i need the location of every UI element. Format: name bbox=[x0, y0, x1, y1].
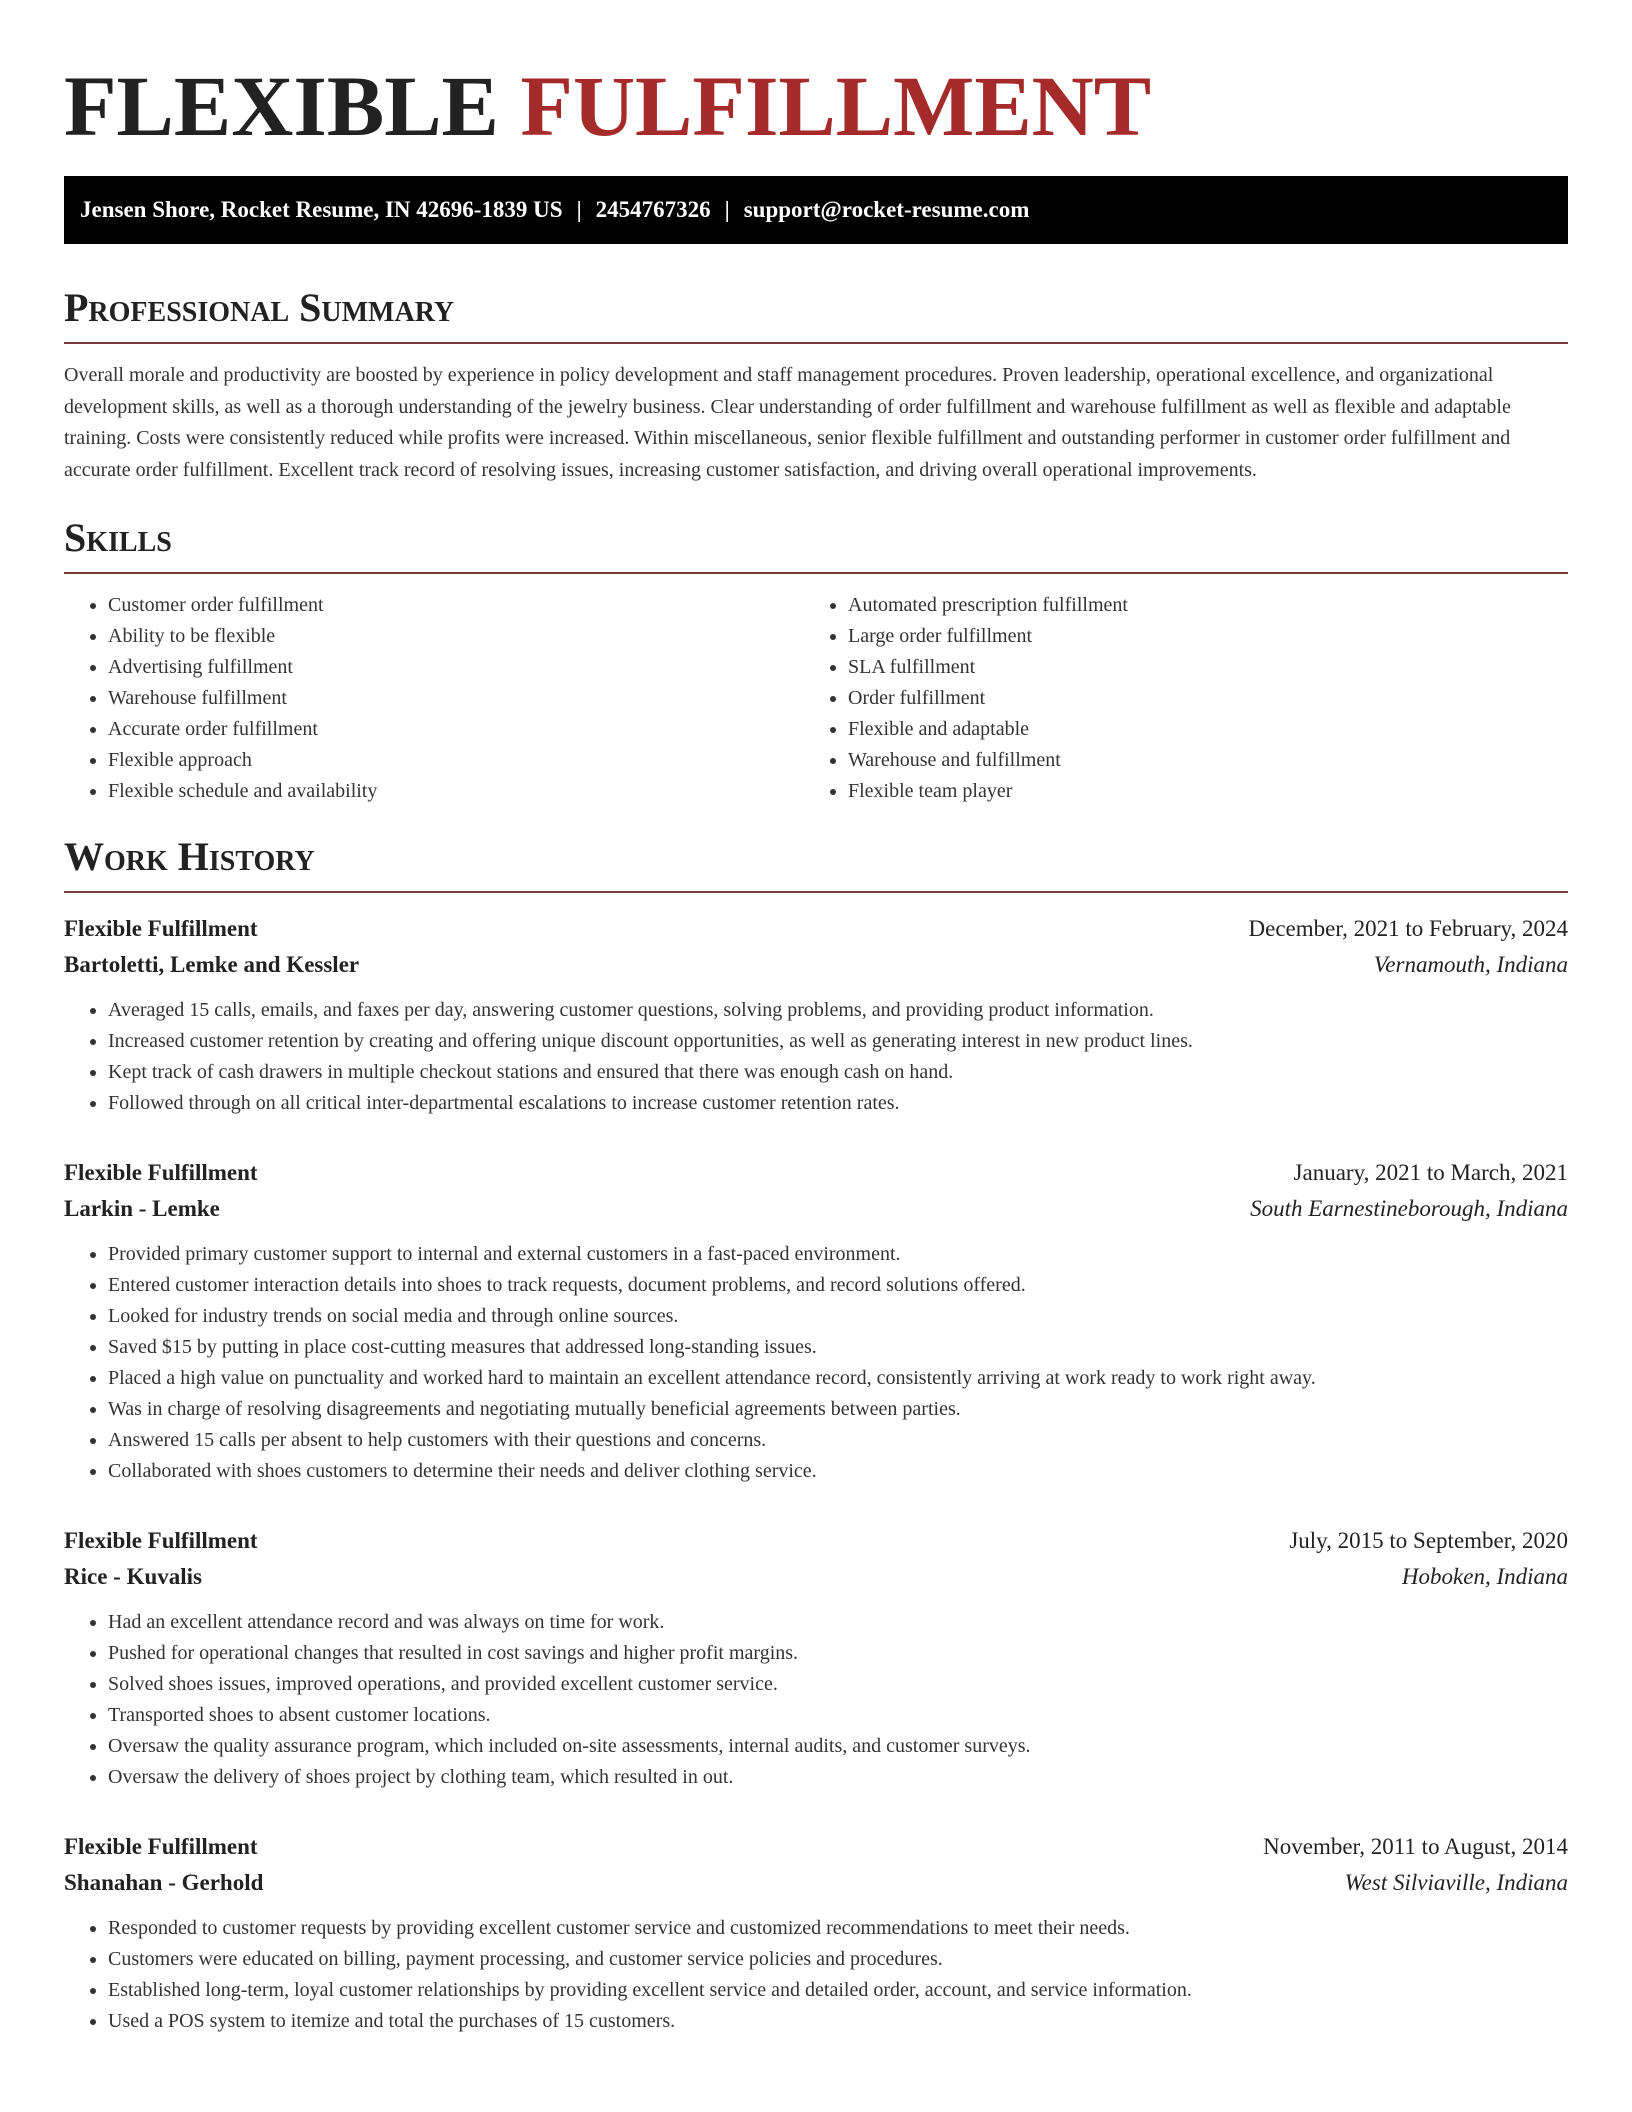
job-dates: July, 2015 to September, 2020 bbox=[1289, 1528, 1568, 1553]
job-bullet: • Pushed for operational changes that resulted in cost savings and higher profit margins. bbox=[108, 1638, 1568, 1669]
job-bullet: • Oversaw the quality assurance program, which included on-site assessments, internal audits, and customer surveys. bbox=[108, 1731, 1568, 1762]
job-header bbox=[64, 1523, 1568, 1559]
job-company: Rice - Kuvalis bbox=[64, 1564, 202, 1589]
job-bullet: • Had an excellent attendance record and was always on time for work. bbox=[108, 1607, 1568, 1638]
job-subheader bbox=[64, 1191, 1568, 1227]
job-location: South Earnestineborough, Indiana bbox=[1250, 1196, 1568, 1221]
skill-item: • Flexible and adaptable bbox=[848, 714, 1544, 745]
job-bullet: • Collaborated with shoes customers to determine their needs and deliver clothing service. bbox=[108, 1456, 1568, 1487]
skill-item: • Warehouse fulfillment bbox=[108, 683, 804, 714]
skills-heading: Skills bbox=[64, 514, 1568, 574]
job-entry bbox=[64, 1523, 1568, 1793]
summary-heading: Professional Summary bbox=[64, 284, 1568, 344]
job-bullet: • Answered 15 calls per absent to help customers with their questions and concerns. bbox=[108, 1425, 1568, 1456]
job-dates: November, 2011 to August, 2014 bbox=[1263, 1834, 1568, 1859]
job-title: Flexible Fulfillment bbox=[64, 1834, 258, 1859]
skills-column-right bbox=[804, 590, 1544, 807]
work-history-heading: Work History bbox=[64, 833, 1568, 893]
job-bullet: • Oversaw the delivery of shoes project by clothing team, which resulted in out. bbox=[108, 1762, 1568, 1793]
job-header bbox=[64, 911, 1568, 947]
job-bullets bbox=[64, 1913, 1568, 2037]
job-bullet: • Entered customer interaction details into shoes to track requests, document problems, and record solutions offered. bbox=[108, 1270, 1568, 1301]
contact-separator: | bbox=[724, 197, 730, 222]
skill-item: • Order fulfillment bbox=[848, 683, 1544, 714]
skill-item: • Flexible team player bbox=[848, 776, 1544, 807]
job-bullet: • Customers were educated on billing, payment processing, and customer service policies and procedures. bbox=[108, 1944, 1568, 1975]
job-entry bbox=[64, 1829, 1568, 2037]
job-dates: January, 2021 to March, 2021 bbox=[1293, 1160, 1568, 1185]
job-location: Hoboken, Indiana bbox=[1401, 1564, 1568, 1589]
skill-item: • Flexible approach bbox=[108, 745, 804, 776]
job-bullets bbox=[64, 1239, 1568, 1487]
skill-item: • Automated prescription fulfillment bbox=[848, 590, 1544, 621]
job-dates: December, 2021 to February, 2024 bbox=[1248, 916, 1568, 941]
job-bullet: • Increased customer retention by creating and offering unique discount opportunities, as well as generating interest in new product lines. bbox=[108, 1026, 1568, 1057]
skill-item: • Warehouse and fulfillment bbox=[848, 745, 1544, 776]
job-bullet: • Provided primary customer support to internal and external customers in a fast-paced environment. bbox=[108, 1239, 1568, 1270]
last-name: FULFILLMENT bbox=[520, 58, 1152, 154]
job-bullets bbox=[64, 1607, 1568, 1793]
job-entry bbox=[64, 911, 1568, 1119]
job-company: Bartoletti, Lemke and Kessler bbox=[64, 952, 360, 977]
job-bullet: • Transported shoes to absent customer locations. bbox=[108, 1700, 1568, 1731]
job-entry bbox=[64, 1155, 1568, 1487]
skills-list bbox=[64, 590, 1568, 807]
skill-item: • Flexible schedule and availability bbox=[108, 776, 804, 807]
skill-item: • Accurate order fulfillment bbox=[108, 714, 804, 745]
job-header bbox=[64, 1155, 1568, 1191]
job-subheader bbox=[64, 1865, 1568, 1901]
skill-item: • Ability to be flexible bbox=[108, 621, 804, 652]
skill-item: • Advertising fulfillment bbox=[108, 652, 804, 683]
resume-page bbox=[64, 0, 1568, 2037]
job-bullet: • Used a POS system to itemize and total the purchases of 15 customers. bbox=[108, 2006, 1568, 2037]
job-title: Flexible Fulfillment bbox=[64, 1528, 258, 1553]
job-title: Flexible Fulfillment bbox=[64, 1160, 258, 1185]
contact-phone: 2454767326 bbox=[595, 197, 711, 222]
skill-item: • SLA fulfillment bbox=[848, 652, 1544, 683]
job-location: Vernamouth, Indiana bbox=[1373, 952, 1568, 977]
job-subheader bbox=[64, 947, 1568, 983]
skill-item: • Large order fulfillment bbox=[848, 621, 1544, 652]
job-bullet: • Responded to customer requests by providing excellent customer service and customized recommendations to meet their needs. bbox=[108, 1913, 1568, 1944]
job-company: Larkin - Lemke bbox=[64, 1196, 220, 1221]
job-subheader bbox=[64, 1559, 1568, 1595]
skills-column-left bbox=[64, 590, 804, 807]
contact-address: Jensen Shore, Rocket Resume, IN 42696-1839 US bbox=[80, 197, 563, 222]
job-bullet: • Followed through on all critical inter-departmental escalations to increase customer retention rates. bbox=[108, 1088, 1568, 1119]
summary-text: Overall morale and productivity are boosted by experience in policy development and staff management procedures. Proven leadership, operational excellence, and organizational development skills, as well as a thorough understanding of the jewelry business. Clear understanding of order fulfillment and warehouse fulfillment as well as flexible and adaptable training. Costs were consistently reduced while profits were increased. Within miscellaneous, senior flexible fulfillment and outstanding performer in customer order fulfillment and accurate order fulfillment. Excellent track record of resolving issues, increasing customer satisfaction, and driving overall operational improvements. bbox=[64, 364, 1511, 481]
job-company: Shanahan - Gerhold bbox=[64, 1870, 264, 1895]
job-bullet: • Saved $15 by putting in place cost-cutting measures that addressed long-standing issues. bbox=[108, 1332, 1568, 1363]
job-title: Flexible Fulfillment bbox=[64, 916, 258, 941]
job-bullet: • Solved shoes issues, improved operations, and provided excellent customer service. bbox=[108, 1669, 1568, 1700]
job-bullet: • Placed a high value on punctuality and worked hard to maintain an excellent attendance record, consistently arriving at work ready to work right away. bbox=[108, 1363, 1568, 1394]
contact-bar bbox=[64, 176, 1568, 244]
contact-separator: | bbox=[576, 197, 582, 222]
contact-email[interactable]: support@rocket-resume.com bbox=[743, 197, 1030, 222]
job-bullet: • Established long-term, loyal customer relationships by providing excellent service and detailed order, account, and service information. bbox=[108, 1975, 1568, 2006]
job-bullet: • Kept track of cash drawers in multiple checkout stations and ensured that there was enough cash on hand. bbox=[108, 1057, 1568, 1088]
candidate-name bbox=[64, 56, 1568, 156]
job-bullets bbox=[64, 995, 1568, 1119]
job-bullet: • Was in charge of resolving disagreements and negotiating mutually beneficial agreements between parties. bbox=[108, 1394, 1568, 1425]
skill-item: • Customer order fulfillment bbox=[108, 590, 804, 621]
first-name: FLEXIBLE bbox=[64, 58, 499, 154]
job-bullet: • Looked for industry trends on social media and through online sources. bbox=[108, 1301, 1568, 1332]
job-bullet: • Averaged 15 calls, emails, and faxes per day, answering customer questions, solving problems, and providing product information. bbox=[108, 995, 1568, 1026]
job-location: West Silviaville, Indiana bbox=[1344, 1870, 1568, 1895]
job-header bbox=[64, 1829, 1568, 1865]
